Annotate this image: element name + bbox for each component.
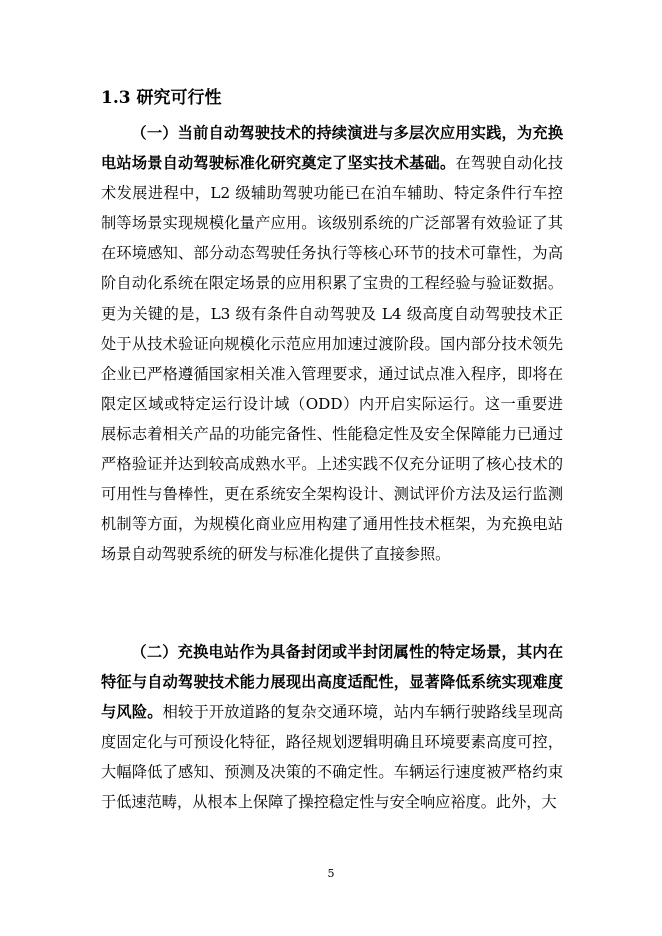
page-number: 5 — [327, 867, 335, 880]
paragraph-technical-basis — [101, 118, 563, 569]
section-heading — [101, 86, 563, 110]
paragraph-body: 相较于开放道路的复杂交通环境，站内车辆行驶路线呈现高度固定化与可预设化特征，路径规划逻辑明确且环境要素高度可控，大幅降低了感知、预测及决策的不确定性。车辆运行速度被严格约束于低速范畴，从根本上保障了操控稳定性与安全响应裕度。此外，大 — [101, 703, 564, 812]
paragraph-body: 在驾驶自动化技术发展进程中，L2 级辅助驾驶功能已在泊车辅助、特定条件行车控制等场景实现规模化量产应用。该级别系统的广泛部署有效验证了其在环境感知、部分动态驾驶任务执行等核心环节的技术可靠性，为高阶自动化系统在限定场景的应用积累了宝贵的工程经验与验证数据。更为关键的是，L3 级有条件自动驾驶及 L4 级高度自动驾驶技术正处于从技术验证向规模化示范应用加速过渡阶段。国内部分技术领先企业已严格遵循国家相关准入管理要求，通过试点准入程序，即将在限定区域或特定运行设计域（ODD）内开启实际运行。这一重要进展标志着相关产品的功能完备性、性能稳定性及安全保障能力已通过严格验证并达到较高成熟水平。上述实践不仅充分证明了核心技术的可用性与鲁棒性，更在系统安全架构设计、测试评价方法及运行监测机制等方面，为规模化商业应用构建了通用性技术框架，为充换电站场景自动驾驶系统的研发与标准化提供了直接参照。 — [101, 154, 564, 564]
paragraph-lead: （二）充换电站作为具备封闭或半封闭属性的特定场景，其内在特征与自动驾驶技术能力展现出高度适配性，显著降低系统实现难度与风险。 — [101, 643, 563, 722]
paragraph-scenario-fit — [101, 637, 563, 818]
paragraph-lead: （一）当前自动驾驶技术的持续演进与多层次应用实践，为充换电站场景自动驾驶标准化研究奠定了坚实技术基础。 — [101, 124, 563, 173]
section-number: 1.3 — [101, 88, 131, 108]
section-title: 研究可行性 — [136, 88, 222, 108]
